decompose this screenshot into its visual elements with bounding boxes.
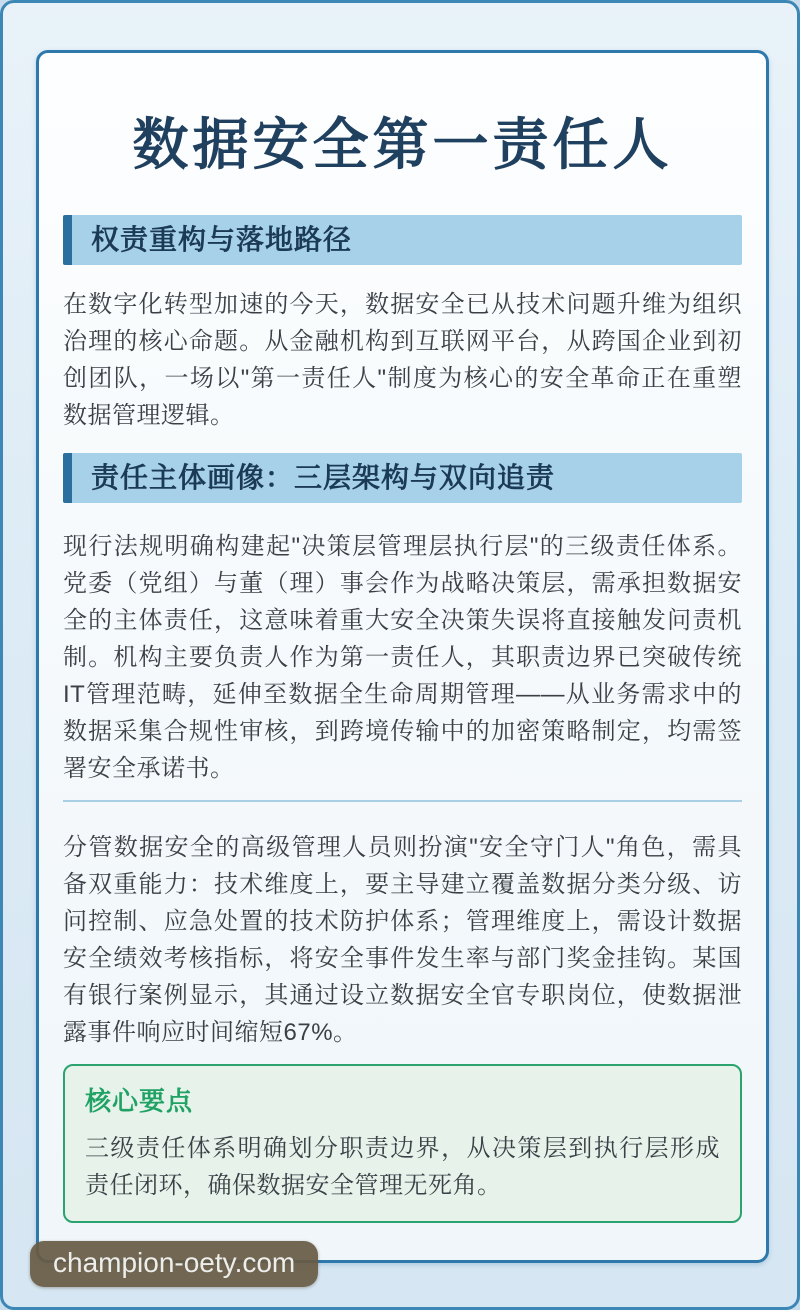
paragraph-three-tier-system: 现行法规明确构建起"决策层管理层执行层"的三级责任体系。党委（党组）与董（理）事会作为战略决策层，需承担数据安全的主体责任，这意味着重大安全决策失误将直接触发问责机制。机构主要负责人作为第一责任人，其职责边界已突破传统IT管理范畴，延伸至数据全生命周期管理——从业务需求中的数据采集合规性审核，到跨境传输中的加密策略制定，均需签署安全承诺书。 [63,532,742,782]
key-points-box [63,1064,742,1223]
content-card [36,50,769,1263]
section-divider [63,800,742,802]
section-heading-label: 责任主体画像：三层架构与双向追责 [91,461,556,493]
page-title: 数据安全第一责任人 [132,113,673,176]
paragraph-senior-managers: 分管数据安全的高级管理人员则扮演"安全守门人"角色，需具备双重能力：技术维度上，要主导建立覆盖数据分类分级、访问控制、应急处置的技术防护体系；管理维度上，需设计数据安全绩效考核指标，将安全事件发生率与部门奖金挂钩。某国有银行案例显示，其通过设立数据安全官专职岗位，使数据泄露事件响应时间缩短67%。 [63,833,742,1046]
paragraph-intro: 在数字化转型加速的今天，数据安全已从技术问题升维为组织治理的核心命题。从金融机构到互联网平台，从跨国企业到初创团队，一场以"第一责任人"制度为核心的安全革命正在重塑数据管理逻辑。 [63,290,742,429]
watermark-badge: champion-oety.com [30,1241,318,1287]
section-heading-label: 权责重构与落地路径 [91,223,353,255]
section-heading-subject-portrait [63,453,742,503]
key-points-text: 三级责任体系明确划分职责边界，从决策层到执行层形成责任闭环，确保数据安全管理无死角。 [85,1134,720,1199]
key-points-title: 核心要点 [85,1085,194,1116]
section-heading-responsibility-path [63,215,742,265]
